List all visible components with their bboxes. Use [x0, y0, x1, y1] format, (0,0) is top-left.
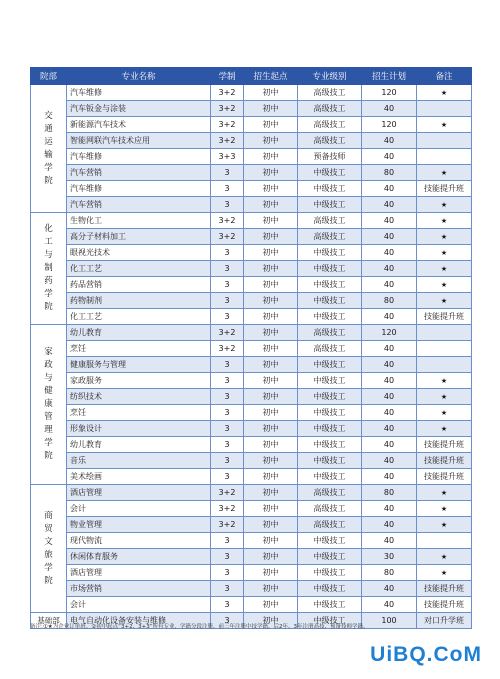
plan-cell: 40	[362, 133, 417, 149]
header-duration: 学制	[211, 68, 244, 85]
remarks-cell: ★	[417, 405, 472, 421]
header-major-level: 专业级别	[298, 68, 362, 85]
start-level-cell: 初中	[244, 309, 298, 325]
duration-cell: 3	[211, 437, 244, 453]
duration-cell: 3	[211, 565, 244, 581]
major-level-cell: 中级技工	[298, 437, 362, 453]
table-row	[31, 325, 472, 341]
header-major: 专业名称	[67, 68, 211, 85]
table-header-row	[31, 68, 472, 85]
remarks-cell: ★	[417, 517, 472, 533]
remarks-cell: 技能提升班	[417, 437, 472, 453]
start-level-cell: 初中	[244, 229, 298, 245]
start-level-cell: 初中	[244, 245, 298, 261]
remarks-cell	[417, 101, 472, 117]
major-name-cell: 汽车钣金与涂装	[67, 101, 211, 117]
major-level-cell: 中级技工	[298, 309, 362, 325]
start-level-cell: 初中	[244, 357, 298, 373]
major-level-cell: 高级技工	[298, 517, 362, 533]
duration-cell: 3	[211, 389, 244, 405]
remarks-cell: ★	[417, 565, 472, 581]
major-name-cell: 健康服务与管理	[67, 357, 211, 373]
table-row	[31, 517, 472, 533]
major-level-cell: 中级技工	[298, 405, 362, 421]
start-level-cell: 初中	[244, 597, 298, 613]
major-name-cell: 市场营销	[67, 581, 211, 597]
major-name-cell: 烹饪	[67, 341, 211, 357]
major-name-cell: 电气自动化设备安装与维修	[67, 613, 211, 629]
start-level-cell: 初中	[244, 213, 298, 229]
duration-cell: 3	[211, 533, 244, 549]
start-level-cell: 初中	[244, 549, 298, 565]
remarks-cell: 技能提升班	[417, 581, 472, 597]
major-level-cell: 中级技工	[298, 261, 362, 277]
start-level-cell: 初中	[244, 293, 298, 309]
table-row	[31, 117, 472, 133]
major-name-cell: 药品营销	[67, 277, 211, 293]
enrollment-table	[30, 67, 472, 629]
plan-cell: 40	[362, 277, 417, 293]
table-row	[31, 437, 472, 453]
header-plan: 招生计划	[362, 68, 417, 85]
plan-cell: 100	[362, 613, 417, 629]
remarks-cell: ★	[417, 261, 472, 277]
start-level-cell: 初中	[244, 165, 298, 181]
start-level-cell: 初中	[244, 565, 298, 581]
major-level-cell: 中级技工	[298, 181, 362, 197]
table-row	[31, 469, 472, 485]
duration-cell: 3	[211, 453, 244, 469]
remarks-cell: ★	[417, 501, 472, 517]
remarks-cell: ★	[417, 229, 472, 245]
plan-cell: 40	[362, 469, 417, 485]
duration-cell: 3+2	[211, 501, 244, 517]
college-cell: 基础部	[31, 613, 67, 629]
duration-cell: 3	[211, 293, 244, 309]
plan-cell: 30	[362, 549, 417, 565]
footnote: 备注:①★为企业订单班。②初中起点“3+2、3+3”所有专业，学籍分段注册，前三年注册中技学籍，后2年、3年注册高技、预备技师学籍。	[30, 624, 369, 630]
enrollment-table-container	[30, 67, 471, 629]
duration-cell: 3+2	[211, 229, 244, 245]
table-row	[31, 485, 472, 501]
college-cell: 交 通 运 输 学 院	[31, 85, 67, 213]
duration-cell: 3	[211, 581, 244, 597]
duration-cell: 3	[211, 245, 244, 261]
duration-cell: 3+2	[211, 325, 244, 341]
major-name-cell: 会计	[67, 501, 211, 517]
remarks-cell: ★	[417, 485, 472, 501]
major-level-cell: 中级技工	[298, 165, 362, 181]
duration-cell: 3	[211, 357, 244, 373]
remarks-cell: 技能提升班	[417, 181, 472, 197]
duration-cell: 3	[211, 613, 244, 629]
major-level-cell: 高级技工	[298, 501, 362, 517]
start-level-cell: 初中	[244, 197, 298, 213]
start-level-cell: 初中	[244, 469, 298, 485]
major-level-cell: 中级技工	[298, 293, 362, 309]
plan-cell: 40	[362, 533, 417, 549]
plan-cell: 80	[362, 165, 417, 181]
duration-cell: 3+2	[211, 117, 244, 133]
plan-cell: 40	[362, 149, 417, 165]
table-row	[31, 565, 472, 581]
duration-cell: 3	[211, 373, 244, 389]
remarks-cell: 技能提升班	[417, 469, 472, 485]
table-row	[31, 261, 472, 277]
major-level-cell: 中级技工	[298, 197, 362, 213]
table-row	[31, 357, 472, 373]
major-level-cell: 高级技工	[298, 85, 362, 101]
table-row	[31, 229, 472, 245]
table-row	[31, 549, 472, 565]
major-name-cell: 生物化工	[67, 213, 211, 229]
plan-cell: 40	[362, 181, 417, 197]
major-level-cell: 中级技工	[298, 533, 362, 549]
major-name-cell: 酒店管理	[67, 565, 211, 581]
duration-cell: 3+2	[211, 485, 244, 501]
plan-cell: 40	[362, 517, 417, 533]
major-name-cell: 纺织技术	[67, 389, 211, 405]
start-level-cell: 初中	[244, 117, 298, 133]
plan-cell: 40	[362, 389, 417, 405]
major-name-cell: 现代物流	[67, 533, 211, 549]
duration-cell: 3	[211, 181, 244, 197]
major-level-cell: 中级技工	[298, 565, 362, 581]
major-level-cell: 中级技工	[298, 469, 362, 485]
major-name-cell: 物业管理	[67, 517, 211, 533]
major-name-cell: 化工工艺	[67, 309, 211, 325]
start-level-cell: 初中	[244, 341, 298, 357]
duration-cell: 3+2	[211, 101, 244, 117]
start-level-cell: 初中	[244, 277, 298, 293]
plan-cell: 40	[362, 341, 417, 357]
major-name-cell: 家政服务	[67, 373, 211, 389]
major-name-cell: 烹饪	[67, 405, 211, 421]
major-name-cell: 幼儿教育	[67, 325, 211, 341]
major-name-cell: 美术绘画	[67, 469, 211, 485]
remarks-cell: ★	[417, 389, 472, 405]
start-level-cell: 初中	[244, 437, 298, 453]
table-row	[31, 389, 472, 405]
remarks-cell: 对口升学班	[417, 613, 472, 629]
major-name-cell: 智能网联汽车技术应用	[67, 133, 211, 149]
duration-cell: 3	[211, 165, 244, 181]
duration-cell: 3	[211, 597, 244, 613]
header-college: 院部	[31, 68, 67, 85]
table-row	[31, 101, 472, 117]
major-name-cell: 幼儿教育	[67, 437, 211, 453]
major-level-cell: 中级技工	[298, 421, 362, 437]
table-row	[31, 341, 472, 357]
table-row	[31, 309, 472, 325]
major-name-cell: 化工工艺	[67, 261, 211, 277]
remarks-cell	[417, 325, 472, 341]
table-row	[31, 245, 472, 261]
duration-cell: 3	[211, 261, 244, 277]
plan-cell: 80	[362, 485, 417, 501]
major-level-cell: 高级技工	[298, 101, 362, 117]
start-level-cell: 初中	[244, 85, 298, 101]
duration-cell: 3+2	[211, 133, 244, 149]
remarks-cell: 技能提升班	[417, 453, 472, 469]
remarks-cell: ★	[417, 293, 472, 309]
remarks-cell: ★	[417, 85, 472, 101]
remarks-cell	[417, 341, 472, 357]
duration-cell: 3	[211, 197, 244, 213]
major-name-cell: 酒店管理	[67, 485, 211, 501]
major-name-cell: 形象设计	[67, 421, 211, 437]
remarks-cell: ★	[417, 421, 472, 437]
plan-cell: 120	[362, 117, 417, 133]
major-level-cell: 高级技工	[298, 341, 362, 357]
plan-cell: 40	[362, 373, 417, 389]
plan-cell: 40	[362, 261, 417, 277]
remarks-cell	[417, 357, 472, 373]
table-row	[31, 277, 472, 293]
remarks-cell: 技能提升班	[417, 309, 472, 325]
table-row	[31, 133, 472, 149]
major-level-cell: 中级技工	[298, 373, 362, 389]
plan-cell: 40	[362, 245, 417, 261]
plan-cell: 40	[362, 229, 417, 245]
remarks-cell: ★	[417, 165, 472, 181]
plan-cell: 40	[362, 405, 417, 421]
start-level-cell: 初中	[244, 533, 298, 549]
major-name-cell: 汽车维修	[67, 181, 211, 197]
remarks-cell	[417, 533, 472, 549]
major-name-cell: 高分子材料加工	[67, 229, 211, 245]
major-level-cell: 中级技工	[298, 613, 362, 629]
major-level-cell: 高级技工	[298, 133, 362, 149]
duration-cell: 3+2	[211, 517, 244, 533]
remarks-cell	[417, 133, 472, 149]
plan-cell: 40	[362, 597, 417, 613]
table-row	[31, 293, 472, 309]
plan-cell: 40	[362, 101, 417, 117]
duration-cell: 3+2	[211, 341, 244, 357]
plan-cell: 40	[362, 213, 417, 229]
plan-cell: 40	[362, 309, 417, 325]
plan-cell: 40	[362, 453, 417, 469]
table-row	[31, 581, 472, 597]
plan-cell: 80	[362, 293, 417, 309]
table-row	[31, 421, 472, 437]
major-name-cell: 汽车营销	[67, 165, 211, 181]
major-name-cell: 休闲体育服务	[67, 549, 211, 565]
major-level-cell: 高级技工	[298, 485, 362, 501]
start-level-cell: 初中	[244, 149, 298, 165]
start-level-cell: 初中	[244, 133, 298, 149]
table-row	[31, 373, 472, 389]
major-level-cell: 中级技工	[298, 389, 362, 405]
major-level-cell: 中级技工	[298, 597, 362, 613]
major-level-cell: 中级技工	[298, 581, 362, 597]
major-name-cell: 药物制剂	[67, 293, 211, 309]
major-level-cell: 中级技工	[298, 453, 362, 469]
remarks-cell: ★	[417, 197, 472, 213]
duration-cell: 3	[211, 421, 244, 437]
start-level-cell: 初中	[244, 613, 298, 629]
major-name-cell: 汽车维修	[67, 149, 211, 165]
plan-cell: 40	[362, 421, 417, 437]
table-row	[31, 85, 472, 101]
table-row	[31, 181, 472, 197]
college-cell: 家 政 与 健 康 管 理 学 院	[31, 325, 67, 485]
start-level-cell: 初中	[244, 453, 298, 469]
remarks-cell: ★	[417, 277, 472, 293]
plan-cell: 40	[362, 197, 417, 213]
start-level-cell: 初中	[244, 373, 298, 389]
plan-cell: 40	[362, 501, 417, 517]
table-body	[31, 85, 472, 629]
major-level-cell: 预备技师	[298, 149, 362, 165]
header-remarks: 备注	[417, 68, 472, 85]
major-name-cell: 音乐	[67, 453, 211, 469]
table-row	[31, 197, 472, 213]
major-name-cell: 新能源汽车技术	[67, 117, 211, 133]
remarks-cell: ★	[417, 117, 472, 133]
start-level-cell: 初中	[244, 405, 298, 421]
duration-cell: 3	[211, 309, 244, 325]
duration-cell: 3+2	[211, 85, 244, 101]
start-level-cell: 初中	[244, 101, 298, 117]
start-level-cell: 初中	[244, 581, 298, 597]
remarks-cell: ★	[417, 373, 472, 389]
duration-cell: 3	[211, 277, 244, 293]
start-level-cell: 初中	[244, 421, 298, 437]
table-row	[31, 501, 472, 517]
duration-cell: 3	[211, 549, 244, 565]
table-row	[31, 405, 472, 421]
duration-cell: 3	[211, 469, 244, 485]
major-name-cell: 汽车维修	[67, 85, 211, 101]
major-name-cell: 眼视光技术	[67, 245, 211, 261]
start-level-cell: 初中	[244, 485, 298, 501]
major-level-cell: 高级技工	[298, 325, 362, 341]
college-cell: 化 工 与 制 药 学 院	[31, 213, 67, 325]
plan-cell: 40	[362, 437, 417, 453]
start-level-cell: 初中	[244, 389, 298, 405]
start-level-cell: 初中	[244, 181, 298, 197]
major-level-cell: 中级技工	[298, 277, 362, 293]
college-cell: 商 贸 文 旅 学 院	[31, 485, 67, 613]
table-row	[31, 213, 472, 229]
remarks-cell: ★	[417, 549, 472, 565]
duration-cell: 3+3	[211, 149, 244, 165]
duration-cell: 3	[211, 405, 244, 421]
remarks-cell: 技能提升班	[417, 597, 472, 613]
header-start-level: 招生起点	[244, 68, 298, 85]
remarks-cell: ★	[417, 213, 472, 229]
start-level-cell: 初中	[244, 325, 298, 341]
major-level-cell: 中级技工	[298, 357, 362, 373]
plan-cell: 120	[362, 85, 417, 101]
major-name-cell: 汽车营销	[67, 197, 211, 213]
plan-cell: 120	[362, 325, 417, 341]
remarks-cell	[417, 149, 472, 165]
remarks-cell: ★	[417, 245, 472, 261]
table-row	[31, 533, 472, 549]
table-row	[31, 165, 472, 181]
start-level-cell: 初中	[244, 501, 298, 517]
start-level-cell: 初中	[244, 261, 298, 277]
plan-cell: 40	[362, 357, 417, 373]
watermark-logo: UiBQ.CoM	[370, 643, 482, 666]
plan-cell: 80	[362, 565, 417, 581]
start-level-cell: 初中	[244, 517, 298, 533]
major-name-cell: 会计	[67, 597, 211, 613]
major-level-cell: 高级技工	[298, 117, 362, 133]
major-level-cell: 中级技工	[298, 245, 362, 261]
major-level-cell: 高级技工	[298, 229, 362, 245]
duration-cell: 3+2	[211, 213, 244, 229]
table-row	[31, 597, 472, 613]
major-level-cell: 高级技工	[298, 213, 362, 229]
major-level-cell: 中级技工	[298, 549, 362, 565]
table-row	[31, 149, 472, 165]
plan-cell: 40	[362, 581, 417, 597]
table-row	[31, 453, 472, 469]
